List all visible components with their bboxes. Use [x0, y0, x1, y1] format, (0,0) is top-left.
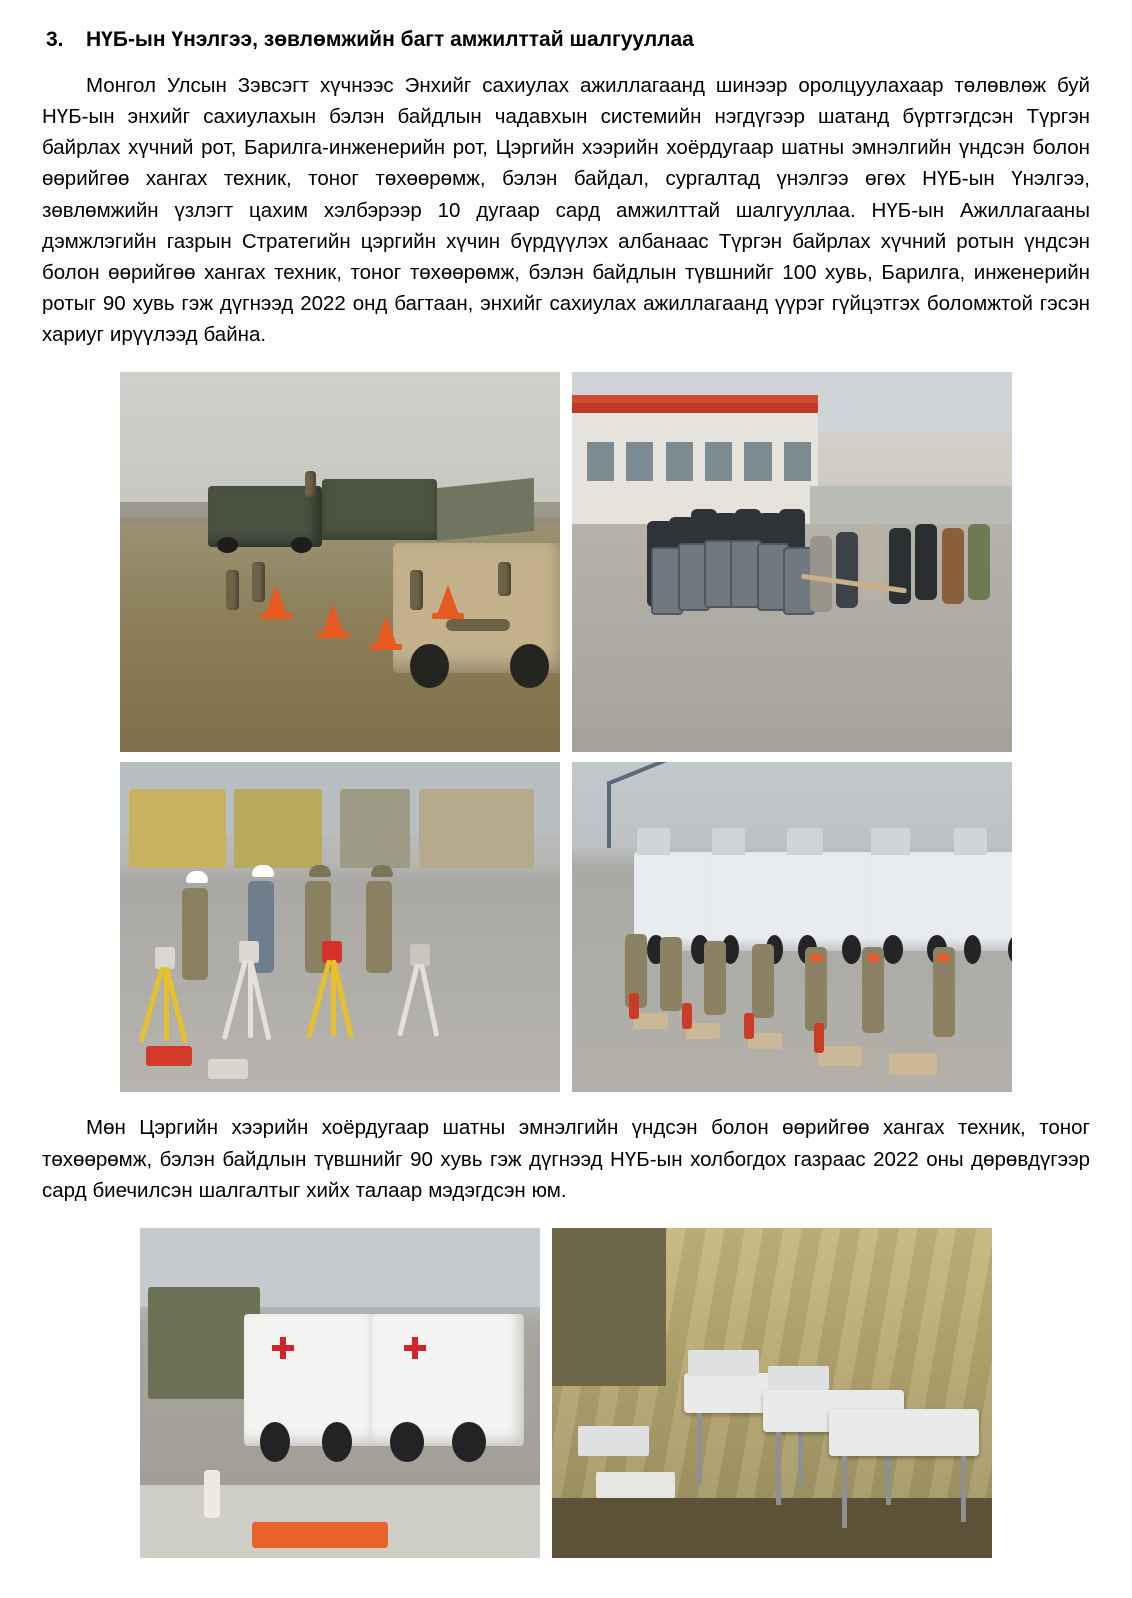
- paragraph-1: Монгол Улсын Зэвсэгт хүчнээс Энхийг сахиулах ажиллагаанд шинээр оролцуулахаар төлөвлөж буй НҮБ-ын энхийг сахиулахын бэлэн байдлын чадавхын системийн нэгдүгээр шатанд бүртгэгдсэн Түргэн байрлах хүчний рот, Барилга-инженерийн рот, Цэргийн хээрийн хоёрдугаар шатны эмнэлгийн үндсэн болон өөрийгөө хангах техник, тоног төхөөрөмж, бэлэн байдал, сургалтад үнэлгээ өгөх НҮБ-ын Үнэлгээ, зөвлөмжийн үзлэгт цахим хэлбэрээр 10 дугаар сард амжилттай шалгууллаа. НҮБ-ын Ажиллагааны дэмжлэгийн газрын Стратегийн цэргийн хүчин бүрдүүлэх албанаас Түргэн байрлах хүчний ротын үндсэн болон өөрийгөө хангах техник, тоног төхөөрөмж, бэлэн байдлын түвшнийг 100 хувь, Барилга, инженерийн ротыг 90 хувь гэж дүгнээд 2022 онд багтаан, энхийг сахиулах ажиллагаанд үүрэг гүйцэтгэх боломжтой гэсэн хариуг ирүүлээд байна.: [42, 74, 1090, 347]
- photo-truck-inspection: [572, 762, 1012, 1092]
- photo-field-exercise: [120, 372, 560, 752]
- figure-group-two: [42, 1228, 1090, 1558]
- paragraph-2: Мөн Цэргийн хээрийн хоёрдугаар шатны эмнэлгийн үндсэн болон өөрийгөө хангах техник, тоног төхөөрөмж, бэлэн байдлын түвшнийг 90 хувь гэж дүгнээд НҮБ-ын холбогдох газраас 2022 оны дөрөвдүгээр сард биечилсэн шалгалтыг хийх талаар мэдэгдсэн юм.: [42, 1116, 1090, 1202]
- tent-opening: [552, 1228, 666, 1386]
- section-heading: [42, 28, 1090, 52]
- fence-shape: [810, 486, 1012, 524]
- loader-vehicle-shape: [129, 789, 226, 868]
- soldier-figure: [305, 471, 316, 497]
- machinery-shape: [340, 789, 410, 868]
- photo-survey-equipment: [120, 762, 560, 1092]
- container-shape: [419, 789, 533, 868]
- traffic-cone: [437, 585, 459, 615]
- soldier-figure: [410, 570, 423, 610]
- traffic-cone: [322, 604, 344, 634]
- tent-shape: [322, 479, 436, 540]
- casualty-figure: [446, 619, 510, 631]
- loader-vehicle-shape: [234, 789, 322, 868]
- figure-row-1: [120, 372, 1012, 752]
- traffic-cone: [375, 616, 397, 646]
- tent-canopy-shape: [437, 478, 534, 541]
- soldier-figure: [498, 562, 511, 596]
- soldier-figure: [226, 570, 239, 610]
- oxygen-cylinder-shape: [204, 1470, 220, 1518]
- figure-row-2: [120, 762, 1012, 1092]
- figure-row-3: [140, 1228, 992, 1558]
- building-shape: [572, 403, 818, 527]
- photo-riot-control: [572, 372, 1012, 752]
- section-number: 3.: [46, 28, 64, 51]
- traffic-cone: [265, 585, 287, 615]
- section-title: НҮБ-ын Үнэлгээ, зөвлөмжийн багт амжилттай шалгууллаа: [86, 28, 694, 51]
- crane-shape: [607, 782, 611, 848]
- photo-ambulances: [140, 1228, 540, 1558]
- stretcher-shape: [252, 1522, 388, 1548]
- photo-field-hospital: [552, 1228, 992, 1558]
- floor-region: [552, 1498, 992, 1557]
- soldier-figure: [252, 562, 265, 602]
- figure-group-one: [42, 372, 1090, 1092]
